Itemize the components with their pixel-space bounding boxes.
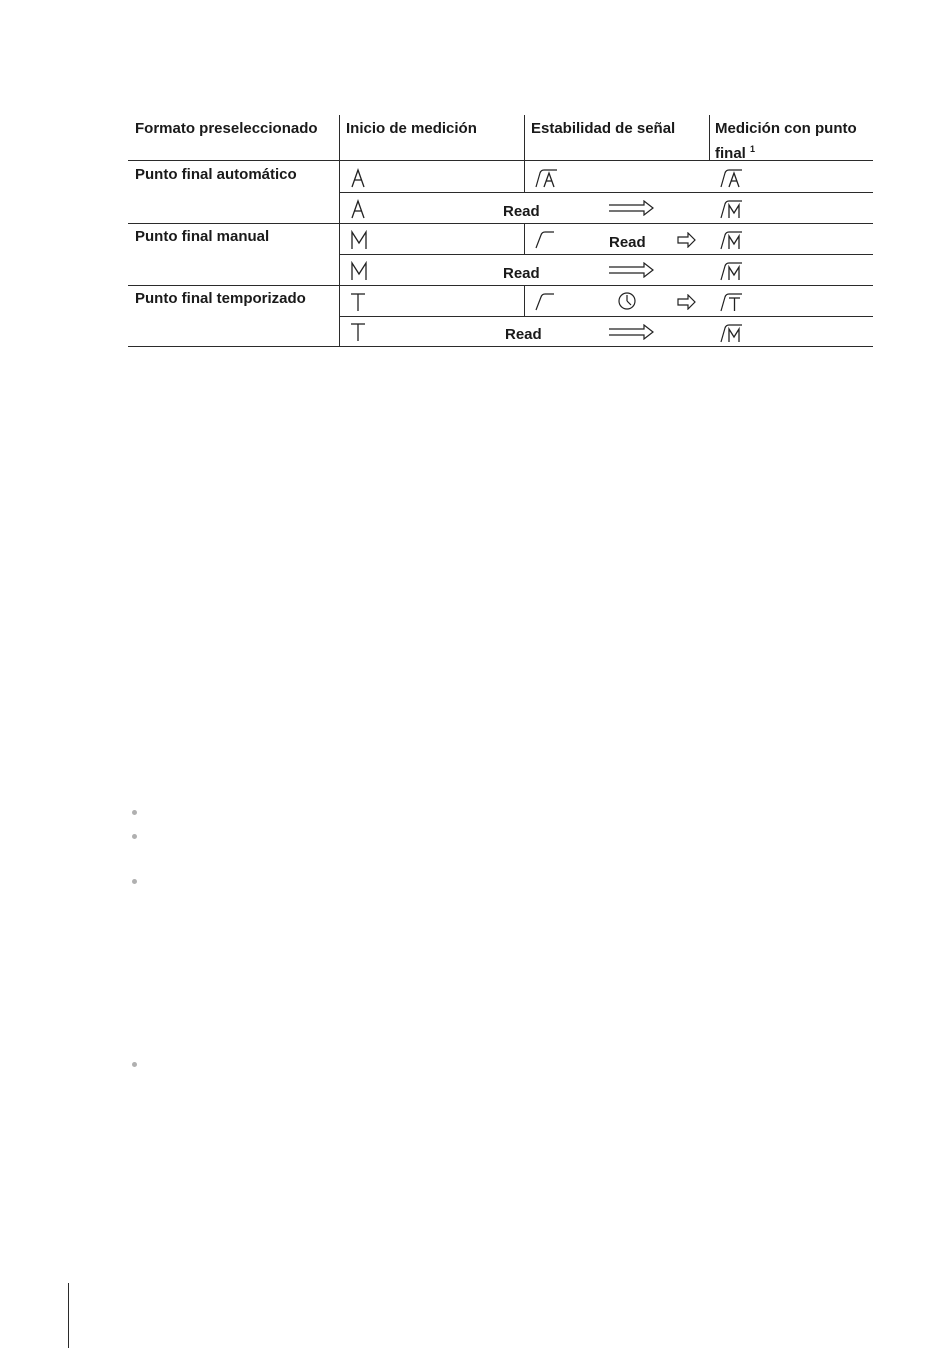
endpoint-format-table: [128, 115, 873, 347]
read-key-label: Read: [503, 203, 540, 220]
bullet-dot: [132, 1062, 137, 1067]
auto-a-icon: [350, 199, 366, 219]
endpoint-manual-icon: [720, 230, 744, 250]
table-row-rule: [339, 192, 873, 193]
manual-m-icon: [350, 261, 368, 281]
footnote-mark: 1: [750, 144, 756, 154]
table-col-rule: [524, 285, 525, 317]
endpoint-manual-icon: [720, 261, 744, 281]
long-arrow-icon: [608, 200, 654, 216]
row-label-manual: Punto final manual: [135, 228, 270, 245]
table-row-rule: [128, 285, 873, 286]
table-col-rule: [524, 161, 525, 193]
bullet-dot: [132, 834, 137, 839]
read-key-label: Read: [503, 265, 540, 282]
endpoint-auto-icon: [720, 168, 744, 188]
header-endpoint-line2: final: [715, 145, 746, 162]
table-col-rule: [524, 223, 525, 255]
row-label-auto: Punto final automático: [135, 166, 297, 183]
table-col-rule: [709, 115, 710, 161]
clock-icon: [617, 291, 637, 311]
table-bottom-rule: [128, 346, 873, 347]
header-start: Inicio de medición: [346, 120, 477, 137]
endpoint-manual-icon: [720, 323, 744, 343]
long-arrow-icon: [608, 324, 654, 340]
header-endpoint: [715, 119, 857, 164]
read-key-label: Read: [505, 326, 542, 343]
timed-t-icon: [350, 292, 366, 312]
table-col-rule: [524, 115, 525, 161]
row-label-timed: Punto final temporizado: [135, 290, 306, 307]
header-format: Formato preseleccionado: [135, 120, 318, 137]
bullet-dot: [132, 810, 137, 815]
bullet-dot: [132, 879, 137, 884]
read-key-label: Read: [609, 234, 646, 251]
auto-a-icon: [350, 168, 366, 188]
stable-auto-icon: [535, 168, 559, 188]
page-margin-rule: [68, 1283, 69, 1348]
manual-m-icon: [350, 230, 368, 250]
signal-curve-icon: [535, 230, 555, 250]
short-arrow-icon: [677, 232, 697, 248]
short-arrow-icon: [677, 294, 697, 310]
header-stability: Estabilidad de señal: [531, 120, 676, 137]
signal-curve-icon: [535, 292, 555, 312]
endpoint-timed-icon: [720, 292, 744, 312]
table-row-rule: [339, 254, 873, 255]
table-col-rule: [339, 115, 340, 347]
long-arrow-icon: [608, 262, 654, 278]
header-endpoint-line1: Medición con punto: [715, 120, 857, 137]
endpoint-manual-icon: [720, 199, 744, 219]
table-row-rule: [339, 316, 873, 317]
table-row-rule: [128, 223, 873, 224]
timed-t-icon: [350, 322, 366, 342]
